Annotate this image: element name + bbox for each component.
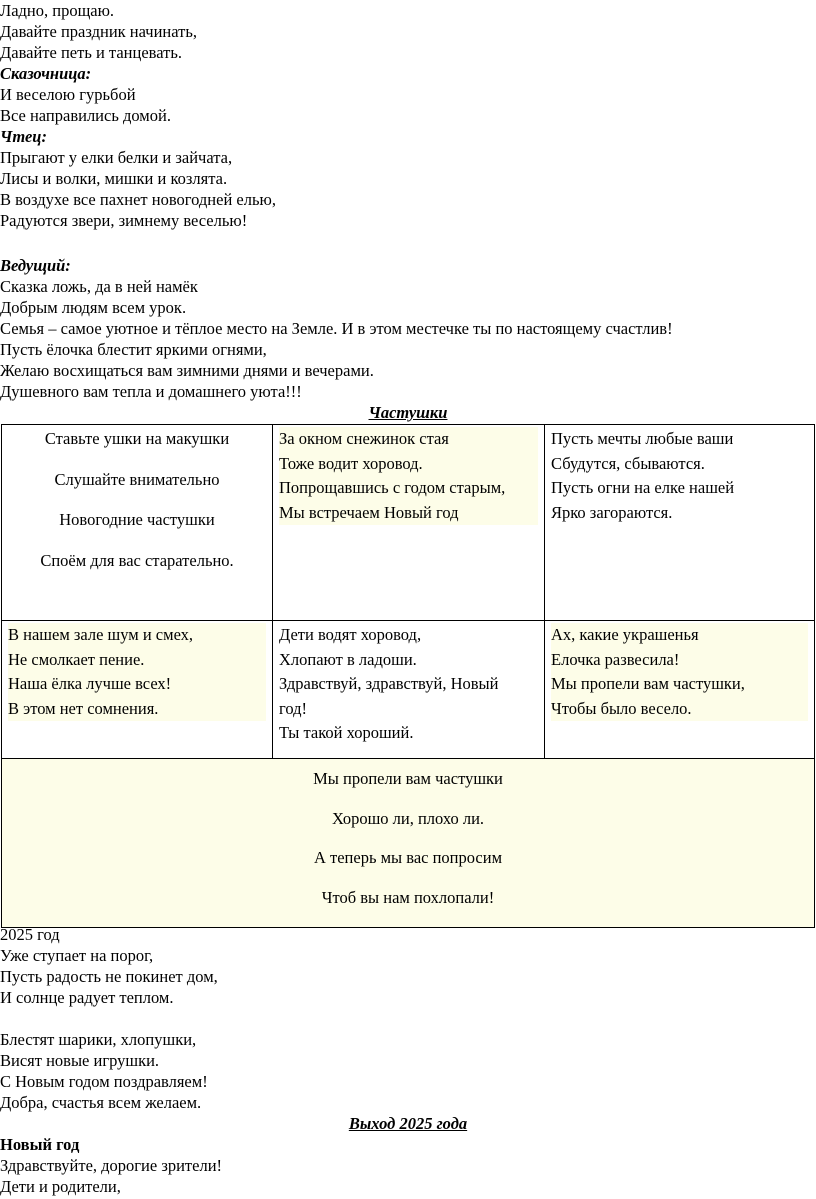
verse-line: Мы пропели вам частушки xyxy=(313,769,503,788)
verse-line: За окном снежинок стая xyxy=(279,427,538,452)
verse-line: Тоже водит хоровод. xyxy=(279,452,538,477)
verse-line: Чтоб вы нам похлопали! xyxy=(321,887,495,907)
text-line: И веселою гурьбой xyxy=(0,85,136,104)
text-line: И солнце радует теплом. xyxy=(0,988,174,1007)
speaker-label: Чтец: xyxy=(0,127,47,146)
verse-line: В этом нет сомнения. xyxy=(8,697,266,722)
text-line: С Новым годом поздравляем! xyxy=(0,1072,208,1091)
table-row xyxy=(2,621,815,759)
verse-line: Не смолкает пение. xyxy=(8,648,266,673)
verse-line: Ты такой хороший. xyxy=(279,723,414,742)
table-row xyxy=(2,759,815,928)
verse-line: Слушайте внимательно xyxy=(54,469,220,489)
table-cell xyxy=(545,425,815,621)
verse-line: Мы пропели вам частушки, xyxy=(551,672,808,697)
verse-line: Ах, какие украшенья xyxy=(551,623,808,648)
table-cell xyxy=(545,621,815,759)
text-line: 2025 год xyxy=(0,925,60,944)
verse-line: Ставьте ушки на макушки xyxy=(44,429,230,448)
text-line: Сказка ложь, да в ней намёк xyxy=(0,277,198,296)
text-line: Добра, счастья всем желаем. xyxy=(0,1093,202,1112)
verse-line: Хорошо ли, плохо ли. xyxy=(331,808,485,828)
verse-line: В нашем зале шум и смех, xyxy=(8,623,266,648)
text-line: Желаю восхищаться вам зимними днями и вечерами. xyxy=(0,361,374,380)
text-line: Дети и родители, xyxy=(0,1177,121,1196)
table-cell xyxy=(273,425,545,621)
verse-line: Новогодние частушки xyxy=(59,510,215,529)
section-title-chastushki: Частушки xyxy=(368,403,448,422)
verse-line: Ярко загораются. xyxy=(551,502,673,522)
text-line: Лисы и волки, мишки и козлята. xyxy=(0,169,228,188)
section-title-exit: Выход 2025 года xyxy=(348,1114,468,1133)
verse-line: Пусть огни на елке нашей xyxy=(551,478,735,497)
table-cell xyxy=(2,621,273,759)
text-line: Добрым людям всем урок. xyxy=(0,298,187,317)
text-line: Уже ступает на порог, xyxy=(0,946,154,965)
verse-line: Споём для вас старательно. xyxy=(40,550,234,570)
verse-line: Пусть мечты любые ваши xyxy=(551,429,734,448)
table-cell-merged xyxy=(2,759,815,928)
speaker-label: Ведущий: xyxy=(0,256,71,275)
text-line: Давайте петь и танцевать. xyxy=(0,43,182,62)
text-line: Давайте праздник начинать, xyxy=(0,22,197,41)
speaker-label: Новый год xyxy=(0,1135,80,1154)
verse-line: Наша ёлка лучше всех! xyxy=(8,672,266,697)
text-line: Висят новые игрушки. xyxy=(0,1051,160,1070)
verse-line: Мы встречаем Новый год xyxy=(279,501,538,526)
text-line: В воздухе все пахнет новогодней елью, xyxy=(0,190,276,209)
text-line: Душевного вам тепла и домашнего уюта!!! xyxy=(0,382,302,401)
verse-line: Хлопают в ладоши. xyxy=(279,649,417,669)
verse-line: Сбудутся, сбываются. xyxy=(551,453,705,473)
table-cell xyxy=(273,621,545,759)
text-line: Блестят шарики, хлопушки, xyxy=(0,1030,197,1049)
text-line: Пусть радость не покинет дом, xyxy=(0,967,218,986)
verse-line: А теперь мы вас попросим xyxy=(313,848,503,867)
table-row xyxy=(2,425,815,621)
text-line: Семья – самое уютное и тёплое место на Земле. И в этом местечке ты по настоящему счастлив! xyxy=(0,319,673,338)
verse-line: Елочка развесила! xyxy=(551,648,808,673)
text-line: Ладно, прощаю. xyxy=(0,1,115,20)
verse-line: Дети водят хоровод, xyxy=(279,625,422,644)
text-line: Все направились домой. xyxy=(0,106,171,125)
text-line: Пусть ёлочка блестит яркими огнями, xyxy=(0,340,267,359)
text-line: Прыгают у елки белки и зайчата, xyxy=(0,148,233,167)
verse-line: Попрощавшись с годом старым, xyxy=(279,476,538,501)
text-line: Здравствуйте, дорогие зрители! xyxy=(0,1156,223,1175)
chastushki-table xyxy=(1,424,815,928)
speaker-label: Сказочница: xyxy=(0,64,92,83)
verse-line: год! xyxy=(279,698,308,718)
table-cell xyxy=(2,425,273,621)
verse-line: Здравствуй, здравствуй, Новый xyxy=(279,674,499,693)
text-line: Радуются звери, зимнему веселью! xyxy=(0,211,248,230)
verse-line: Чтобы было весело. xyxy=(551,697,808,722)
